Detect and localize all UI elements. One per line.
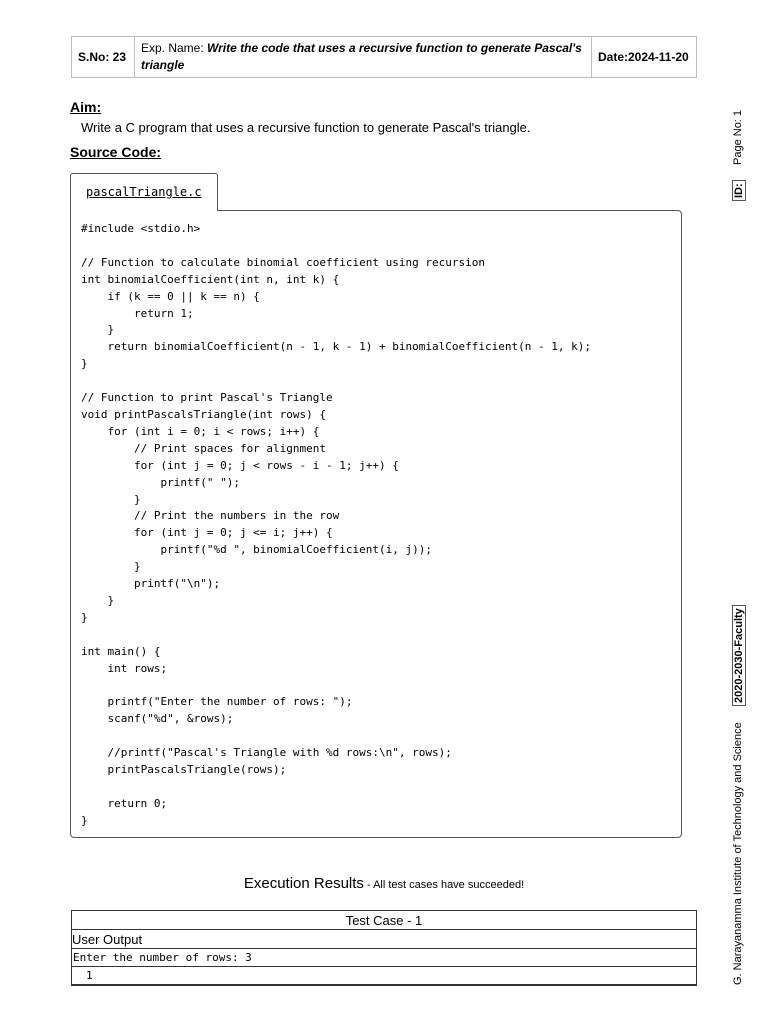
test-case-table bbox=[71, 910, 697, 986]
execution-status: - All test cases have succeeded! bbox=[363, 879, 525, 891]
output-line: Enter the number of rows: 3 bbox=[72, 949, 697, 967]
experiment-date: Date:2024-11-20 bbox=[592, 37, 697, 78]
source-code: #include <stdio.h> // Function to calculate binomial coefficient using recursion int binomialCoefficient(int n, int k) { if (k == 0 || k == n) { return 1; } return binomialCoefficient(n - 1, k - 1) + binomialCoefficient(n - 1, k); } // Function to print Pascal's Triangle void printPascalsTriangle(int rows) { for (int i = 0; i < rows; i++) { // Print spaces for alignment for (int j = 0; j < rows - i - 1; j++) { printf(" "); } // Print the numbers in the row for (int j = 0; j <= i; j++) { printf("%d ", binomialCoefficient(i, j)); } printf("\n"); } } int main() { int rows; printf("Enter the number of rows: "); scanf("%d", &rows); //printf("Pascal's Triangle with %d rows:\n", rows); printPascalsTriangle(rows); return 0; } bbox=[81, 222, 591, 827]
batch-label: 2020-2030-Faculty bbox=[732, 605, 746, 706]
experiment-name bbox=[135, 37, 592, 78]
experiment-name-label: Exp. Name: bbox=[141, 41, 208, 55]
aim-text: Write a C program that uses a recursive function to generate Pascal's triangle. bbox=[81, 120, 531, 135]
page-number: Page No: 1 bbox=[732, 109, 744, 165]
execution-title: Execution Results bbox=[243, 875, 364, 892]
experiment-name-value: Write the code that uses a recursive function to generate Pascal's triangle bbox=[141, 41, 582, 72]
user-output-label: User Output bbox=[72, 930, 697, 949]
file-name: pascalTriangle.c bbox=[86, 185, 202, 199]
file-tab[interactable] bbox=[70, 173, 218, 211]
id-label: ID: bbox=[732, 180, 746, 201]
serial-number: S.No: 23 bbox=[72, 37, 135, 78]
test-case-title: Test Case - 1 bbox=[72, 911, 697, 930]
code-block bbox=[70, 210, 682, 838]
output-line: 1 bbox=[72, 967, 697, 986]
experiment-header bbox=[71, 36, 697, 78]
execution-results-heading bbox=[0, 875, 768, 892]
college-name: G. Narayanamma Institute of Technology and Science bbox=[732, 722, 744, 985]
aim-heading: Aim: bbox=[70, 99, 102, 115]
source-code-heading: Source Code: bbox=[70, 144, 162, 160]
